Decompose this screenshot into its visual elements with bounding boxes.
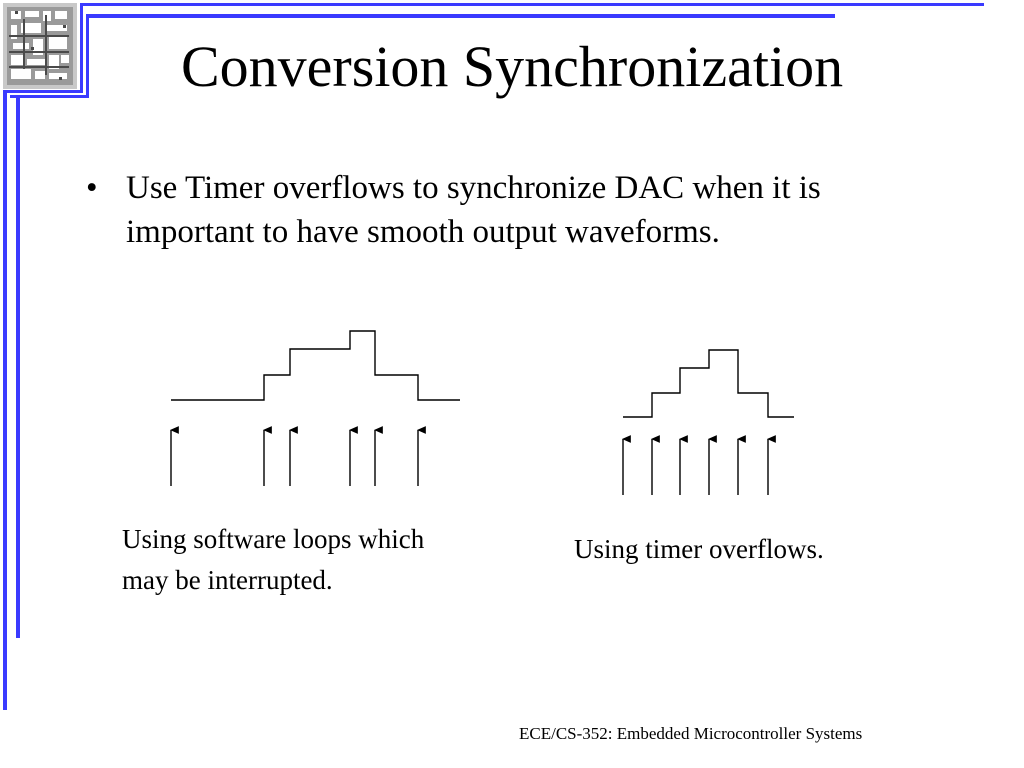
timer-overflows-staircase-waveform — [623, 350, 794, 417]
timer-overflows-diagram — [623, 350, 794, 495]
timer-overflows-caption: Using timer overflows. — [574, 534, 824, 564]
bullet-text: Use Timer overflows to synchronize DAC when it is important to have smooth output waveforms. — [126, 170, 821, 250]
bullet-marker: • — [86, 170, 98, 206]
software-loops-diagram — [171, 331, 460, 486]
slide-title: Conversion Synchronization — [181, 34, 844, 99]
slide-footer: ECE/CS-352: Embedded Microcontroller Systems — [519, 724, 863, 743]
software-loops-staircase-waveform — [171, 331, 460, 400]
software-loops-caption: Using software loops which may be interrupted. — [122, 524, 425, 595]
